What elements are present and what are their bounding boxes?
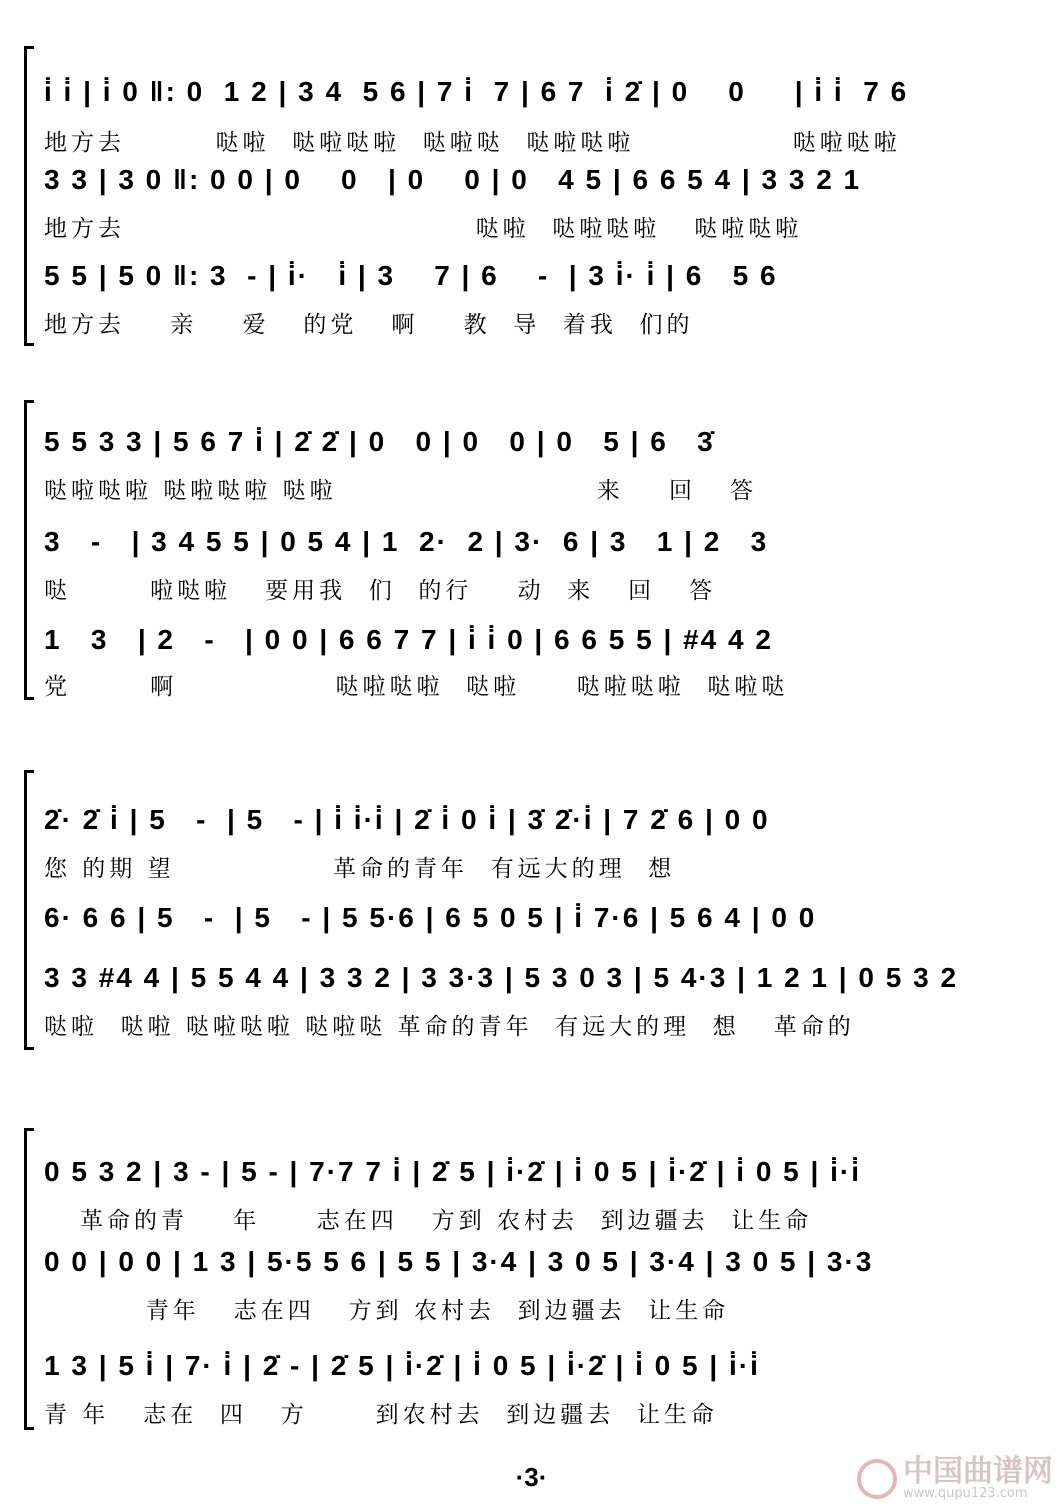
page-number: ·3· (515, 1462, 548, 1492)
lyric-line: 哒啦 哒啦 哒啦哒啦 哒啦哒 革命的青年 有远大的理 想 革命的 (44, 1014, 855, 1040)
system-bracket (24, 400, 39, 700)
system-bracket (24, 46, 39, 346)
lyric-line: 哒啦哒啦 哒啦哒啦 哒啦 来 回 答 (44, 478, 757, 504)
voice-part-2 (44, 520, 1038, 564)
voice-part-1 (44, 1150, 1038, 1194)
lyric-line: 您 的期 望 革命的青年 有远大的理 想 (44, 856, 676, 882)
lyric-line: 党 啊 哒啦哒啦 哒啦 哒啦哒啦 哒啦哒 (44, 674, 789, 700)
notation-line: 2̇· 2̇ i̇ | 5 - | 5 - | i̇ i̇·i̇ | 2̇ i̇ 0 i̇ | 3̇ 2̇·i̇ | 7 2̇ 6 | 0 0 (44, 804, 770, 835)
voice-part-3 (44, 956, 1038, 1000)
lyric-line: 地方去 哒啦 哒啦哒啦 哒啦哒 哒啦哒啦 哒啦哒啦 (44, 130, 901, 156)
voice-part-2 (44, 896, 1038, 940)
notation-line: 5 5 | 5 0 ‖: 3 - | i̇· i̇ | 3 7 | 6 - | 3 i̇· i̇ | 6 5 6 (44, 260, 778, 291)
watermark-text (903, 1454, 1053, 1501)
score-system-4 (24, 1128, 1038, 1430)
lyric-line: 哒 啦哒啦 要用我 们 的行 动 来 回 答 (44, 578, 717, 604)
lyric-line: 青 年 志在 四 方 到农村去 到边疆去 让生命 (44, 1402, 718, 1428)
notation-line: 3 3 | 3 0 ‖: 0 0 | 0 0 | 0 0 | 0 4 5 | 6 6 5 4 | 3 3 2 1 (44, 164, 862, 195)
lyric-line: 青年 志在四 方到 农村去 到边疆去 让生命 (44, 1298, 730, 1324)
notation-line: 5 5 3 3 | 5 6 7 i̇ | 2̇ 2̇ | 0 0 | 0 0 | 0 5 | 6 3̇ (44, 426, 715, 457)
system-bracket (24, 1128, 39, 1430)
watermark-title: 中国曲谱网 (903, 1454, 1053, 1489)
notation-line: 1 3 | 2 - | 0 0 | 6 6 7 7 | i̇ i̇ 0 | 6 6 5 5 | #4 4 2 (44, 624, 773, 655)
notation-line: 0 0 | 0 0 | 1 3 | 5·5 5 6 | 5 5 | 3·4 | 3 0 5 | 3·4 | 3 0 5 | 3·3 (44, 1246, 874, 1277)
voice-part-3 (44, 618, 1038, 662)
voice-part-2 (44, 158, 1038, 202)
score-system-3 (24, 770, 1038, 1050)
voice-part-1 (44, 70, 1038, 114)
watermark-url: www.qupu123.com (903, 1486, 1028, 1501)
score-system-1 (24, 46, 1038, 346)
system-bracket (24, 770, 39, 1050)
lyric-line: 地方去 亲 爱 的党 啊 教 导 着我 们的 (44, 312, 694, 338)
voice-part-1 (44, 420, 1038, 464)
score-system-2 (24, 400, 1038, 700)
site-watermark (857, 1454, 1053, 1501)
voice-part-2 (44, 1240, 1038, 1284)
lyric-line: 地方去 哒啦 哒啦哒啦 哒啦哒啦 (44, 216, 803, 242)
notation-line: 0 5 3 2 | 3 - | 5 - | 7·7 7 i̇ | 2̇ 5 | i̇·2̇ | i̇ 0 5 | i̇·2̇ | i̇ 0 5 | i̇·i̇ (44, 1156, 862, 1187)
voice-part-1 (44, 798, 1038, 842)
notation-line: 3 - | 3 4 5 5 | 0 5 4 | 1 2· 2 | 3· 6 | 3 1 | 2 3 (44, 526, 769, 557)
notation-line: 1 3 | 5 i̇ | 7· i̇ | 2̇ - | 2̇ 5 | i̇·2̇ | i̇ 0 5 | i̇·2̇ | i̇ 0 5 | i̇·i̇ (44, 1350, 760, 1381)
notation-line: 6· 6 6 | 5 - | 5 - | 5 5·6 | 6 5 0 5 | i̇ 7·6 | 5 6 4 | 0 0 (44, 902, 817, 933)
lyric-line: 革命的青 年 志在四 方到 农村去 到边疆去 让生命 (80, 1208, 813, 1234)
notation-line: i̇ i̇ | i̇ 0 ‖: 0 1 2 | 3 4 5 6 | 7 i̇ 7 | 6 7 i̇ 2̇ | 0 0 | i̇ i̇ 7 6 (44, 76, 909, 107)
notation-line: 3 3 #4 4 | 5 5 4 4 | 3 3 2 | 3 3·3 | 5 3 0 3 | 5 4·3 | 1 2 1 | 0 5 3 2 (44, 962, 959, 993)
voice-part-3 (44, 1344, 1038, 1388)
site-logo-icon (857, 1459, 897, 1499)
voice-part-3 (44, 254, 1038, 298)
